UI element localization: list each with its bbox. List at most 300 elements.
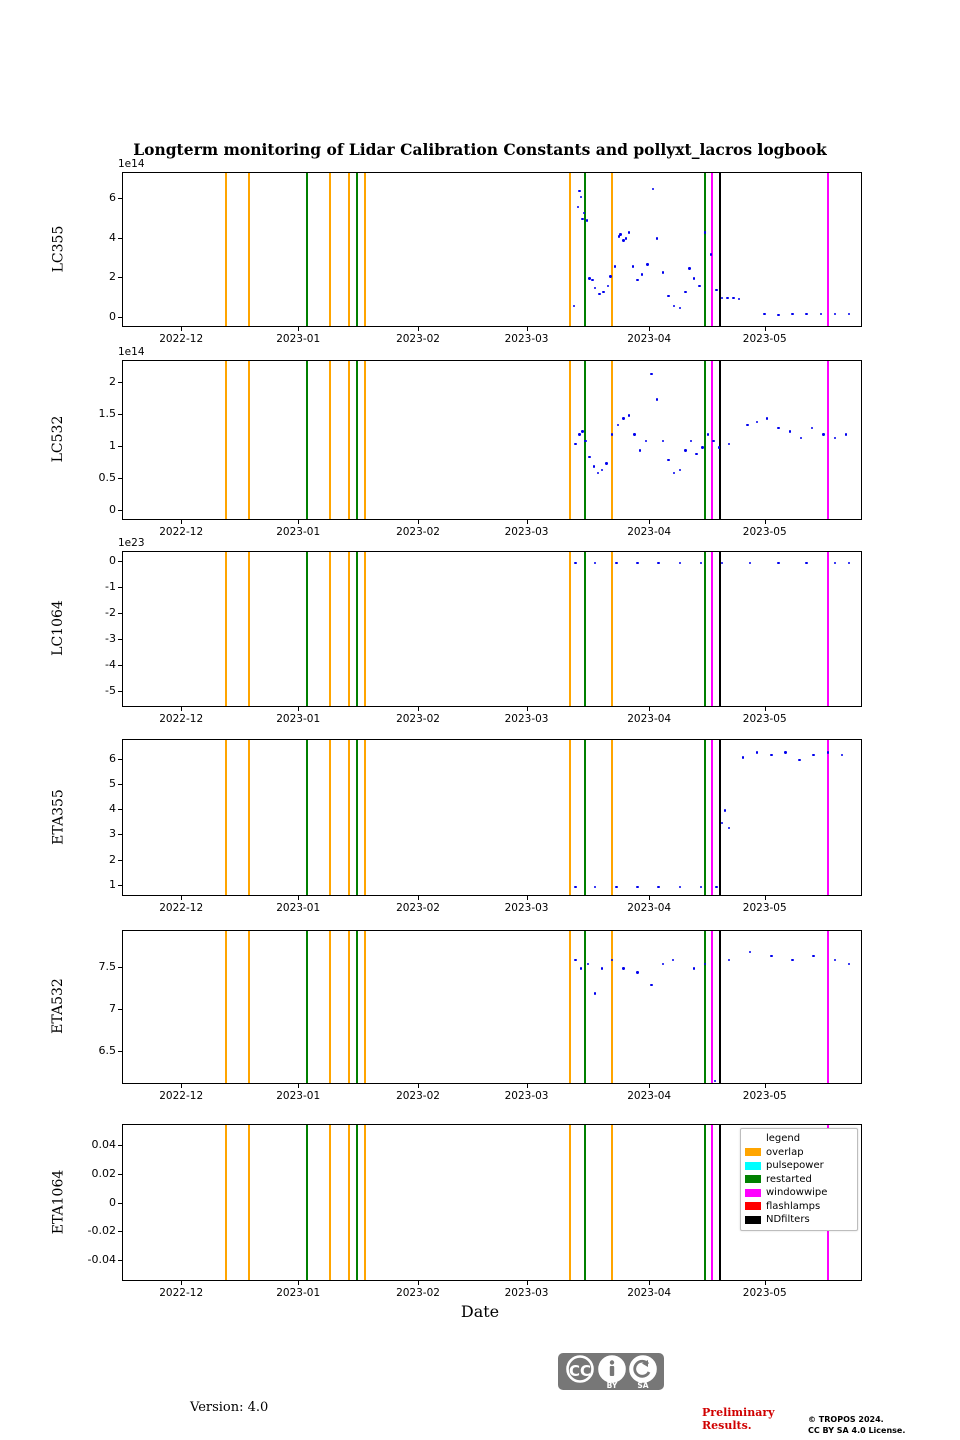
subplot-lc532 [122, 360, 862, 520]
y-axis-label-lc1064: LC1064 [50, 600, 66, 656]
event-line-overlap [248, 1125, 250, 1280]
data-point [646, 263, 648, 265]
data-point [679, 562, 681, 564]
data-point [848, 963, 850, 965]
data-point [693, 277, 695, 279]
legend-swatch-restarted [745, 1175, 761, 1183]
event-line-restarted [306, 1125, 308, 1280]
x-tick-label: 2023-01 [276, 1090, 321, 1102]
x-tick-label: 2023-04 [627, 1090, 672, 1102]
legend-item-pulsepower[interactable] [745, 1159, 851, 1173]
legend-title-swatch [745, 1135, 761, 1143]
x-tick-mark [298, 1281, 299, 1285]
data-point [656, 237, 658, 239]
page-title: Longterm monitoring of Lidar Calibration Constants and pollyxt_lacros logbook [133, 140, 827, 159]
data-point [574, 886, 576, 888]
data-point [652, 188, 654, 190]
data-point [573, 305, 575, 307]
data-point [667, 459, 669, 461]
y-tick-mark [118, 446, 122, 447]
y-axis-label-eta355: ETA355 [50, 788, 66, 845]
y-axis-label-eta532: ETA532 [50, 978, 66, 1034]
data-point [732, 297, 734, 299]
x-tick-label: 2023-02 [396, 1287, 440, 1299]
plot-area [122, 930, 862, 1084]
y-tick-mark [118, 809, 122, 810]
y-tick-label: -0.04 [87, 1252, 116, 1266]
event-line-overlap [611, 552, 613, 706]
x-tick-mark [765, 1281, 766, 1285]
data-point [749, 562, 751, 564]
legend-swatch-pulsepower [745, 1162, 761, 1170]
data-point [587, 963, 589, 965]
data-point [715, 289, 717, 291]
event-line-overlap [348, 931, 350, 1083]
data-point [710, 253, 712, 255]
data-point [622, 417, 624, 419]
event-line-windowwipe [711, 552, 713, 706]
event-line-overlap [348, 361, 350, 519]
y-axis-label-lc532: LC532 [50, 415, 66, 463]
data-point [800, 437, 802, 439]
data-point [662, 271, 664, 273]
data-point [633, 433, 635, 435]
event-line-restarted [704, 361, 706, 519]
data-point [789, 430, 791, 432]
x-tick-label: 2023-03 [504, 713, 549, 725]
x-tick-mark [527, 896, 528, 900]
data-point [746, 424, 748, 426]
data-point [798, 759, 800, 761]
data-point [805, 562, 807, 564]
data-point [770, 754, 772, 756]
event-line-restarted [704, 173, 706, 326]
x-tick-label: 2023-04 [627, 526, 672, 538]
y-axis-label-eta1064: ETA1064 [50, 1169, 66, 1234]
data-point [728, 827, 730, 829]
event-line-restarted [584, 1125, 586, 1280]
event-line-restarted [356, 361, 358, 519]
data-point [594, 562, 596, 564]
data-point [848, 562, 850, 564]
data-point [679, 307, 681, 309]
event-line-restarted [306, 173, 308, 326]
data-point [615, 562, 617, 564]
event-line-overlap [348, 173, 350, 326]
data-point [679, 886, 681, 888]
event-line-overlap [569, 552, 571, 706]
data-point [601, 967, 603, 969]
data-point [715, 886, 717, 888]
subplot-eta355 [122, 739, 862, 896]
svg-text:CC: CC [568, 1362, 592, 1380]
event-line-overlap [329, 361, 331, 519]
data-point [695, 453, 697, 455]
event-line-restarted [306, 740, 308, 895]
data-point [584, 440, 586, 442]
data-point [581, 218, 583, 220]
y-tick-label: 1 [109, 439, 116, 453]
y-tick-label: 0 [109, 503, 116, 517]
x-tick-mark [649, 707, 650, 711]
legend-title: legend [766, 1133, 801, 1145]
plot-area [122, 172, 862, 327]
data-point [628, 414, 630, 416]
x-tick-label: 2022-12 [159, 713, 204, 725]
event-line-overlap [569, 361, 571, 519]
data-point [594, 992, 596, 994]
data-point [578, 190, 580, 192]
event-line-restarted [356, 931, 358, 1083]
data-point [763, 313, 765, 315]
data-point [811, 427, 813, 429]
copyright-note: © TROPOS 2024. CC BY SA 4.0 License. [808, 1415, 906, 1435]
y-tick-label: -4 [105, 658, 116, 672]
data-point [673, 472, 675, 474]
event-line-restarted [306, 361, 308, 519]
plot-area [122, 739, 862, 896]
event-line-overlap [348, 1125, 350, 1280]
y-tick-label: 2 [109, 852, 116, 866]
event-line-restarted [356, 173, 358, 326]
data-point [578, 433, 580, 435]
data-point [701, 446, 703, 448]
data-point [617, 424, 619, 426]
y-tick-mark [118, 510, 122, 511]
event-line-overlap [611, 173, 613, 326]
data-point [707, 433, 709, 435]
event-line-windowwipe [711, 1125, 713, 1280]
x-tick-label: 2023-05 [742, 333, 787, 345]
x-tick-label: 2022-12 [159, 902, 204, 914]
event-line-overlap [348, 740, 350, 895]
event-line-overlap [364, 173, 366, 326]
y-tick-label: 0 [109, 554, 116, 568]
event-line-restarted [584, 552, 586, 706]
y-tick-label: 2 [109, 270, 116, 284]
data-point [586, 219, 588, 221]
event-line-NDfilters [719, 173, 721, 326]
data-point [777, 314, 779, 316]
data-point [820, 313, 822, 315]
event-line-overlap [248, 361, 250, 519]
x-tick-mark [765, 327, 766, 331]
legend-item-restarted[interactable] [745, 1173, 851, 1187]
x-tick-label: 2022-12 [159, 1287, 204, 1299]
data-point [662, 440, 664, 442]
legend-item-flashlamps[interactable] [745, 1200, 851, 1214]
data-point [605, 462, 607, 464]
event-line-NDfilters [719, 1125, 721, 1280]
data-point [632, 265, 634, 267]
data-point [672, 959, 674, 961]
y-tick-label: -0.02 [87, 1224, 116, 1238]
y-tick-mark [118, 1051, 122, 1052]
cc-license-badge [558, 1353, 664, 1390]
x-tick-mark [765, 707, 766, 711]
event-line-overlap [225, 361, 227, 519]
event-line-overlap [248, 740, 250, 895]
data-point [656, 398, 658, 400]
x-tick-label: 2023-01 [276, 902, 321, 914]
x-tick-label: 2023-05 [742, 1090, 787, 1102]
event-line-restarted [704, 740, 706, 895]
x-tick-mark [181, 896, 182, 900]
event-line-windowwipe [827, 931, 829, 1083]
data-point [834, 437, 836, 439]
event-line-NDfilters [719, 740, 721, 895]
x-tick-label: 2023-01 [276, 526, 321, 538]
x-tick-label: 2022-12 [159, 333, 204, 345]
legend-label: NDfilters [766, 1214, 810, 1226]
data-point [812, 754, 814, 756]
x-tick-mark [298, 327, 299, 331]
event-line-overlap [225, 552, 227, 706]
legend-swatch-flashlamps [745, 1202, 761, 1210]
x-tick-mark [181, 707, 182, 711]
data-point [657, 886, 659, 888]
x-tick-label: 2023-05 [742, 713, 787, 725]
x-tick-mark [649, 327, 650, 331]
cc-sa-text: SA [637, 1381, 649, 1390]
legend-item-windowwipe[interactable] [745, 1186, 851, 1200]
y-tick-mark [118, 382, 122, 383]
x-tick-label: 2023-02 [396, 1090, 440, 1102]
data-point [834, 562, 836, 564]
x-tick-label: 2023-02 [396, 333, 440, 345]
x-tick-mark [649, 896, 650, 900]
y-tick-mark [118, 967, 122, 968]
data-point [712, 440, 714, 442]
event-line-overlap [329, 1125, 331, 1280]
data-point [657, 562, 659, 564]
event-line-windowwipe [827, 173, 829, 326]
event-line-overlap [248, 552, 250, 706]
event-line-overlap [364, 1125, 366, 1280]
event-line-overlap [569, 173, 571, 326]
data-point [777, 427, 779, 429]
y-tick-mark [118, 639, 122, 640]
event-line-overlap [329, 552, 331, 706]
event-line-overlap [364, 740, 366, 895]
data-point [598, 293, 600, 295]
event-line-overlap [329, 931, 331, 1083]
x-tick-label: 2023-04 [627, 902, 672, 914]
legend-swatch-NDfilters [745, 1216, 761, 1224]
data-point [756, 751, 758, 753]
y-tick-label: 0 [109, 310, 116, 324]
data-point [700, 886, 702, 888]
y-tick-label: 7 [109, 1002, 116, 1016]
event-line-overlap [611, 1125, 613, 1280]
y-tick-label: 6.5 [98, 1043, 116, 1057]
event-line-overlap [225, 1125, 227, 1280]
y-tick-label: -5 [105, 684, 116, 698]
event-line-overlap [611, 740, 613, 895]
data-point [845, 433, 847, 435]
data-point [805, 313, 807, 315]
x-tick-mark [181, 1084, 182, 1088]
data-point [721, 822, 723, 824]
data-point [594, 886, 596, 888]
x-tick-mark [298, 896, 299, 900]
preliminary-results-note: Preliminary Results. [702, 1406, 775, 1432]
x-tick-mark [298, 1084, 299, 1088]
event-line-windowwipe [711, 173, 713, 326]
x-tick-mark [418, 327, 419, 331]
data-point [636, 279, 638, 281]
legend-title-row [745, 1132, 851, 1146]
event-line-restarted [584, 173, 586, 326]
data-point [679, 469, 681, 471]
event-line-restarted [306, 552, 308, 706]
y-tick-label: 1.5 [98, 407, 116, 421]
data-point [700, 562, 702, 564]
y-tick-mark [118, 759, 122, 760]
data-point [577, 206, 579, 208]
y-tick-label: 3 [109, 827, 116, 841]
x-tick-mark [181, 1281, 182, 1285]
x-tick-label: 2023-05 [742, 902, 787, 914]
x-tick-label: 2023-02 [396, 526, 440, 538]
event-line-overlap [248, 931, 250, 1083]
event-line-windowwipe [711, 740, 713, 895]
event-line-overlap [364, 931, 366, 1083]
data-point [749, 951, 751, 953]
y-tick-mark [118, 613, 122, 614]
data-point [662, 963, 664, 965]
version-label: Version: 4.0 [190, 1400, 269, 1415]
event-line-overlap [329, 173, 331, 326]
data-point [636, 886, 638, 888]
data-point [641, 273, 643, 275]
data-point [622, 239, 624, 241]
x-tick-mark [765, 896, 766, 900]
data-point [693, 967, 695, 969]
data-point [645, 440, 647, 442]
y-tick-label: -1 [105, 580, 116, 594]
data-point [834, 313, 836, 315]
x-tick-mark [181, 520, 182, 524]
y-tick-mark [118, 561, 122, 562]
x-tick-mark [649, 520, 650, 524]
x-tick-mark [527, 327, 528, 331]
y-tick-mark [118, 665, 122, 666]
data-point [581, 430, 583, 432]
x-tick-label: 2023-02 [396, 902, 440, 914]
data-point [614, 265, 616, 267]
event-line-restarted [356, 740, 358, 895]
event-line-overlap [329, 740, 331, 895]
event-line-windowwipe [827, 361, 829, 519]
data-point [667, 295, 669, 297]
data-point [688, 267, 690, 269]
data-point [628, 231, 630, 233]
event-line-overlap [248, 173, 250, 326]
data-point [574, 443, 576, 445]
x-tick-mark [765, 1084, 766, 1088]
x-tick-label: 2022-12 [159, 1090, 204, 1102]
data-point [673, 305, 675, 307]
x-tick-mark [527, 1281, 528, 1285]
y-tick-mark [118, 317, 122, 318]
event-line-overlap [364, 361, 366, 519]
data-point [784, 751, 786, 753]
y-tick-mark [118, 587, 122, 588]
y-tick-mark [118, 198, 122, 199]
x-tick-label: 2023-03 [504, 902, 549, 914]
data-point [766, 417, 768, 419]
legend-item-overlap[interactable] [745, 1146, 851, 1160]
data-point [619, 233, 621, 235]
data-point [574, 562, 576, 564]
event-line-windowwipe [827, 552, 829, 706]
event-line-NDfilters [719, 552, 721, 706]
event-line-restarted [356, 1125, 358, 1280]
y-tick-label: 0.5 [98, 471, 116, 485]
plot-area [122, 360, 862, 520]
x-axis-label: Date [460, 1302, 500, 1321]
x-tick-label: 2023-01 [276, 333, 321, 345]
y-tick-mark [118, 834, 122, 835]
data-point [724, 809, 726, 811]
event-line-NDfilters [719, 931, 721, 1083]
y-tick-mark [118, 277, 122, 278]
data-point [593, 465, 595, 467]
data-point [742, 756, 744, 758]
subplot-lc1064 [122, 551, 862, 707]
x-tick-label: 2023-05 [742, 526, 787, 538]
x-tick-mark [418, 1281, 419, 1285]
data-point [721, 562, 723, 564]
y-tick-mark [118, 238, 122, 239]
data-point [580, 196, 582, 198]
data-point [834, 959, 836, 961]
y-tick-mark [118, 478, 122, 479]
x-tick-label: 2023-02 [396, 713, 440, 725]
data-point [594, 287, 596, 289]
event-line-overlap [611, 931, 613, 1083]
legend [740, 1128, 858, 1231]
event-line-restarted [704, 931, 706, 1083]
legend-item-NDfilters[interactable] [745, 1213, 851, 1227]
data-point [574, 959, 576, 961]
y-tick-label: 4 [109, 802, 116, 816]
data-point [615, 886, 617, 888]
y-tick-label: -3 [105, 632, 116, 646]
y-tick-mark [118, 1174, 122, 1175]
x-tick-label: 2023-03 [504, 333, 549, 345]
data-point [601, 469, 603, 471]
event-line-overlap [569, 1125, 571, 1280]
legend-swatch-windowwipe [745, 1189, 761, 1197]
data-point [721, 297, 723, 299]
legend-label: overlap [766, 1146, 804, 1158]
x-tick-mark [418, 1084, 419, 1088]
event-line-restarted [704, 552, 706, 706]
y-tick-label: 7.5 [98, 960, 116, 974]
cc-by-text: BY [606, 1381, 618, 1390]
event-line-overlap [225, 740, 227, 895]
y-tick-label: 0.02 [91, 1166, 116, 1180]
x-tick-mark [298, 520, 299, 524]
event-line-overlap [225, 931, 227, 1083]
x-tick-label: 2023-03 [504, 1287, 549, 1299]
event-line-overlap [611, 361, 613, 519]
y-axis-exponent: 1e14 [118, 346, 145, 358]
subplot-lc355 [122, 172, 862, 327]
event-line-restarted [356, 552, 358, 706]
